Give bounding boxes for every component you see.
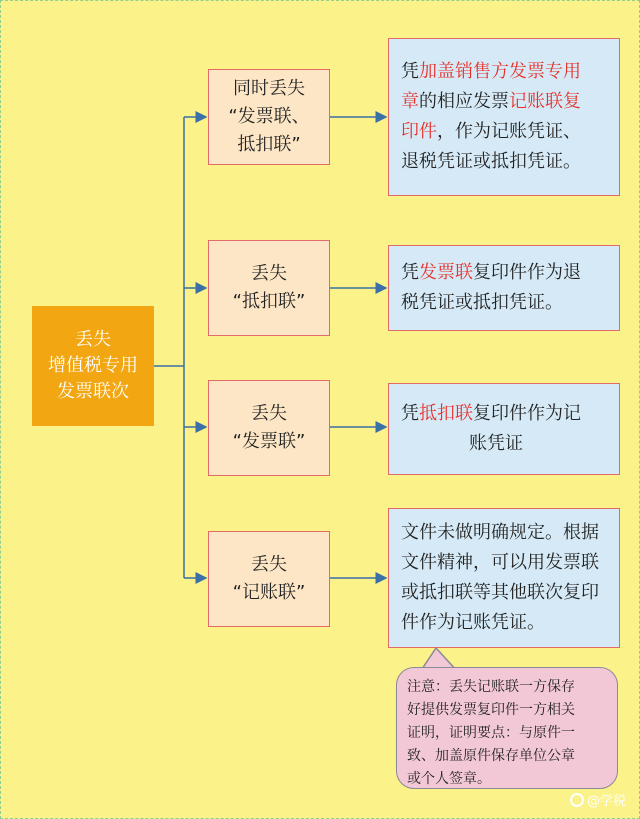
condition-line: “记账联” [232, 582, 306, 603]
condition-line: 丢失 [251, 554, 287, 575]
watermark-logo-icon [570, 793, 584, 807]
root-line: 增值税专用 [48, 355, 138, 376]
result-line: 文件未做明确规定。根据 [401, 522, 599, 543]
result-node-1 [388, 38, 620, 196]
result-line: 账凭证 [469, 433, 523, 454]
watermark [570, 790, 626, 809]
note-line: 或个人签章。 [407, 771, 491, 787]
condition-node-2 [208, 240, 330, 336]
note-callout [396, 667, 618, 789]
result-node-2 [388, 245, 620, 331]
result-line: 凭发票联复印件作为退 [401, 262, 581, 283]
result-line: 凭加盖销售方发票专用 [401, 61, 581, 82]
condition-line: 丢失 [251, 263, 287, 284]
result-line: 章的相应发票记账联复 [401, 91, 581, 112]
condition-line: “发票联、 [228, 106, 310, 127]
result-line: 印件，作为记账凭证、 [401, 121, 581, 142]
condition-line: 丢失 [251, 403, 287, 424]
note-line: 证明，证明要点：与原件一 [407, 725, 575, 741]
condition-line: 抵扣联” [237, 134, 301, 155]
result-line: 税凭证或抵扣凭证。 [401, 292, 563, 313]
result-line: 退税凭证或抵扣凭证。 [401, 151, 581, 172]
note-line: 致、加盖原件保存单位公章 [407, 748, 575, 764]
condition-line: “抵扣联” [232, 291, 306, 312]
note-line: 好提供发票复印件一方相关 [407, 702, 575, 718]
result-node-3 [388, 383, 620, 475]
result-line: 或抵扣联等其他联次复印 [401, 582, 599, 603]
watermark-text: @学税 [586, 794, 626, 809]
root-line: 发票联次 [57, 381, 129, 402]
condition-line: “发票联” [232, 431, 306, 452]
note-line: 注意：丢失记账联一方保存 [407, 679, 575, 695]
result-line: 件作为记账凭证。 [401, 612, 545, 633]
result-line: 凭抵扣联复印件作为记 [401, 403, 581, 424]
root-line: 丢失 [75, 329, 111, 350]
result-node-4 [388, 508, 620, 648]
condition-line: 同时丢失 [233, 78, 305, 99]
condition-node-3 [208, 380, 330, 476]
condition-node-1 [208, 69, 330, 165]
condition-node-4 [208, 531, 330, 627]
result-line: 文件精神，可以用发票联 [401, 552, 599, 573]
root-node [32, 306, 154, 426]
